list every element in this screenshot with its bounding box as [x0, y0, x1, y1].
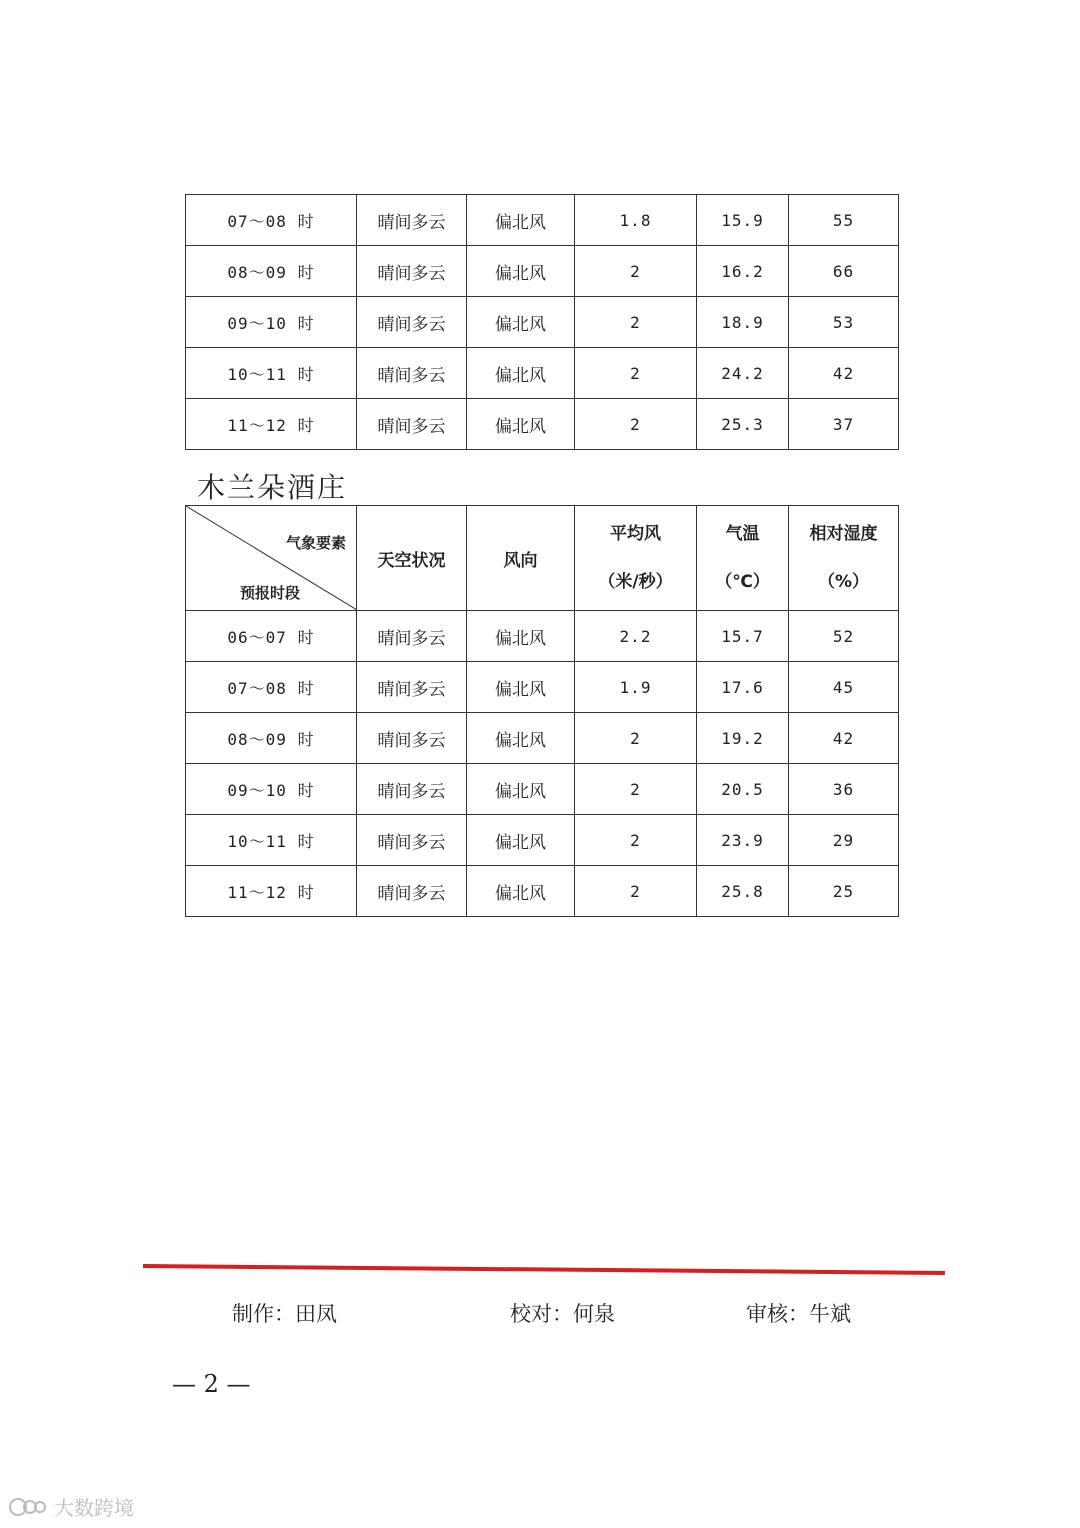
cell-period: 10～11 时: [186, 348, 357, 399]
cell-period: 08～09 时: [186, 246, 357, 297]
cell-sky: 晴间多云: [357, 713, 467, 764]
cell-wind-dir: 偏北风: [467, 297, 575, 348]
cell-humidity: 42: [789, 713, 899, 764]
cell-sky: 晴间多云: [357, 662, 467, 713]
header-temp: [697, 506, 789, 611]
header-humidity-line2: （%）: [817, 572, 870, 592]
cell-wind-dir: 偏北风: [467, 246, 575, 297]
cell-temp: 15.9: [697, 195, 789, 246]
table-row: [186, 713, 899, 764]
cell-sky: 晴间多云: [357, 815, 467, 866]
cell-wind-dir: 偏北风: [467, 399, 575, 450]
cell-humidity: 36: [789, 764, 899, 815]
table-row: [186, 348, 899, 399]
header-wind-speed-line1: 平均风: [610, 524, 661, 544]
cell-wind-speed: 2: [575, 399, 697, 450]
cell-period: 06～07 时: [186, 611, 357, 662]
footer-reviewer: 审核：牛斌: [746, 1302, 851, 1326]
header-wind-speed: [575, 506, 697, 611]
cell-sky: 晴间多云: [357, 348, 467, 399]
cell-wind-speed: 2: [575, 815, 697, 866]
header-sky: 天空状况: [357, 506, 467, 611]
diagonal-header-cell: [186, 506, 357, 611]
cell-wind-dir: 偏北风: [467, 195, 575, 246]
cell-wind-speed: 2: [575, 713, 697, 764]
cell-wind-speed: 2.2: [575, 611, 697, 662]
red-divider-line: [143, 1264, 945, 1275]
cell-temp: 16.2: [697, 246, 789, 297]
section-title: 木兰朵酒庄: [197, 471, 348, 504]
cell-wind-dir: 偏北风: [467, 611, 575, 662]
cell-temp: 25.3: [697, 399, 789, 450]
cell-temp: 20.5: [697, 764, 789, 815]
forecast-table-1: [185, 194, 899, 450]
cell-wind-speed: 2: [575, 866, 697, 917]
cell-period: 09～10 时: [186, 764, 357, 815]
watermark-text: 大数跨境: [54, 1496, 134, 1520]
table-row: [186, 611, 899, 662]
cell-humidity: 42: [789, 348, 899, 399]
cell-period: 10～11 时: [186, 815, 357, 866]
cell-temp: 17.6: [697, 662, 789, 713]
cell-humidity: 66: [789, 246, 899, 297]
cell-humidity: 29: [789, 815, 899, 866]
cell-wind-dir: 偏北风: [467, 348, 575, 399]
cell-wind-dir: 偏北风: [467, 662, 575, 713]
cell-period: 11～12 时: [186, 399, 357, 450]
header-wind-speed-line2: （米/秒）: [598, 572, 673, 592]
cell-sky: 晴间多云: [357, 297, 467, 348]
header-humidity: [789, 506, 899, 611]
table-header-row: [186, 506, 899, 611]
cell-wind-dir: 偏北风: [467, 815, 575, 866]
cell-wind-speed: 2: [575, 348, 697, 399]
cell-wind-speed: 2: [575, 246, 697, 297]
cell-period: 09～10 时: [186, 297, 357, 348]
cell-period: 08～09 时: [186, 713, 357, 764]
cell-sky: 晴间多云: [357, 764, 467, 815]
watermark-logo-icon: [8, 1495, 48, 1519]
cell-period: 07～08 时: [186, 195, 357, 246]
cell-wind-dir: 偏北风: [467, 713, 575, 764]
cell-humidity: 55: [789, 195, 899, 246]
footer-maker: 制作：田凤: [232, 1302, 337, 1326]
cell-wind-speed: 2: [575, 764, 697, 815]
cell-sky: 晴间多云: [357, 246, 467, 297]
header-period-label: 预报时段: [240, 584, 301, 602]
cell-sky: 晴间多云: [357, 399, 467, 450]
table-row: [186, 399, 899, 450]
header-elements-label: 气象要素: [285, 534, 346, 552]
cell-wind-speed: 1.9: [575, 662, 697, 713]
cell-temp: 24.2: [697, 348, 789, 399]
cell-humidity: 53: [789, 297, 899, 348]
cell-humidity: 52: [789, 611, 899, 662]
cell-temp: 25.8: [697, 866, 789, 917]
header-temp-line2: （℃）: [715, 572, 770, 592]
cell-temp: 23.9: [697, 815, 789, 866]
cell-period: 11～12 时: [186, 866, 357, 917]
cell-wind-dir: 偏北风: [467, 866, 575, 917]
cell-humidity: 45: [789, 662, 899, 713]
table-row: [186, 815, 899, 866]
header-humidity-line1: 相对湿度: [809, 524, 878, 544]
cell-temp: 19.2: [697, 713, 789, 764]
cell-wind-dir: 偏北风: [467, 764, 575, 815]
cell-wind-speed: 2: [575, 297, 697, 348]
forecast-table-2: [185, 505, 899, 917]
cell-sky: 晴间多云: [357, 611, 467, 662]
cell-humidity: 25: [789, 866, 899, 917]
header-temp-line1: 气温: [725, 524, 760, 544]
cell-humidity: 37: [789, 399, 899, 450]
cell-period: 07～08 时: [186, 662, 357, 713]
page-number: — 2 —: [172, 1370, 251, 1398]
cell-wind-speed: 1.8: [575, 195, 697, 246]
table-row: [186, 764, 899, 815]
table-row: [186, 866, 899, 917]
cell-sky: 晴间多云: [357, 195, 467, 246]
watermark: [8, 1492, 134, 1521]
table-row: [186, 662, 899, 713]
footer-checker: 校对：何泉: [510, 1302, 615, 1326]
table-row: [186, 297, 899, 348]
header-wind-dir: 风向: [467, 506, 575, 611]
cell-temp: 15.7: [697, 611, 789, 662]
cell-temp: 18.9: [697, 297, 789, 348]
cell-sky: 晴间多云: [357, 866, 467, 917]
table-row: [186, 246, 899, 297]
table-row: [186, 195, 899, 246]
